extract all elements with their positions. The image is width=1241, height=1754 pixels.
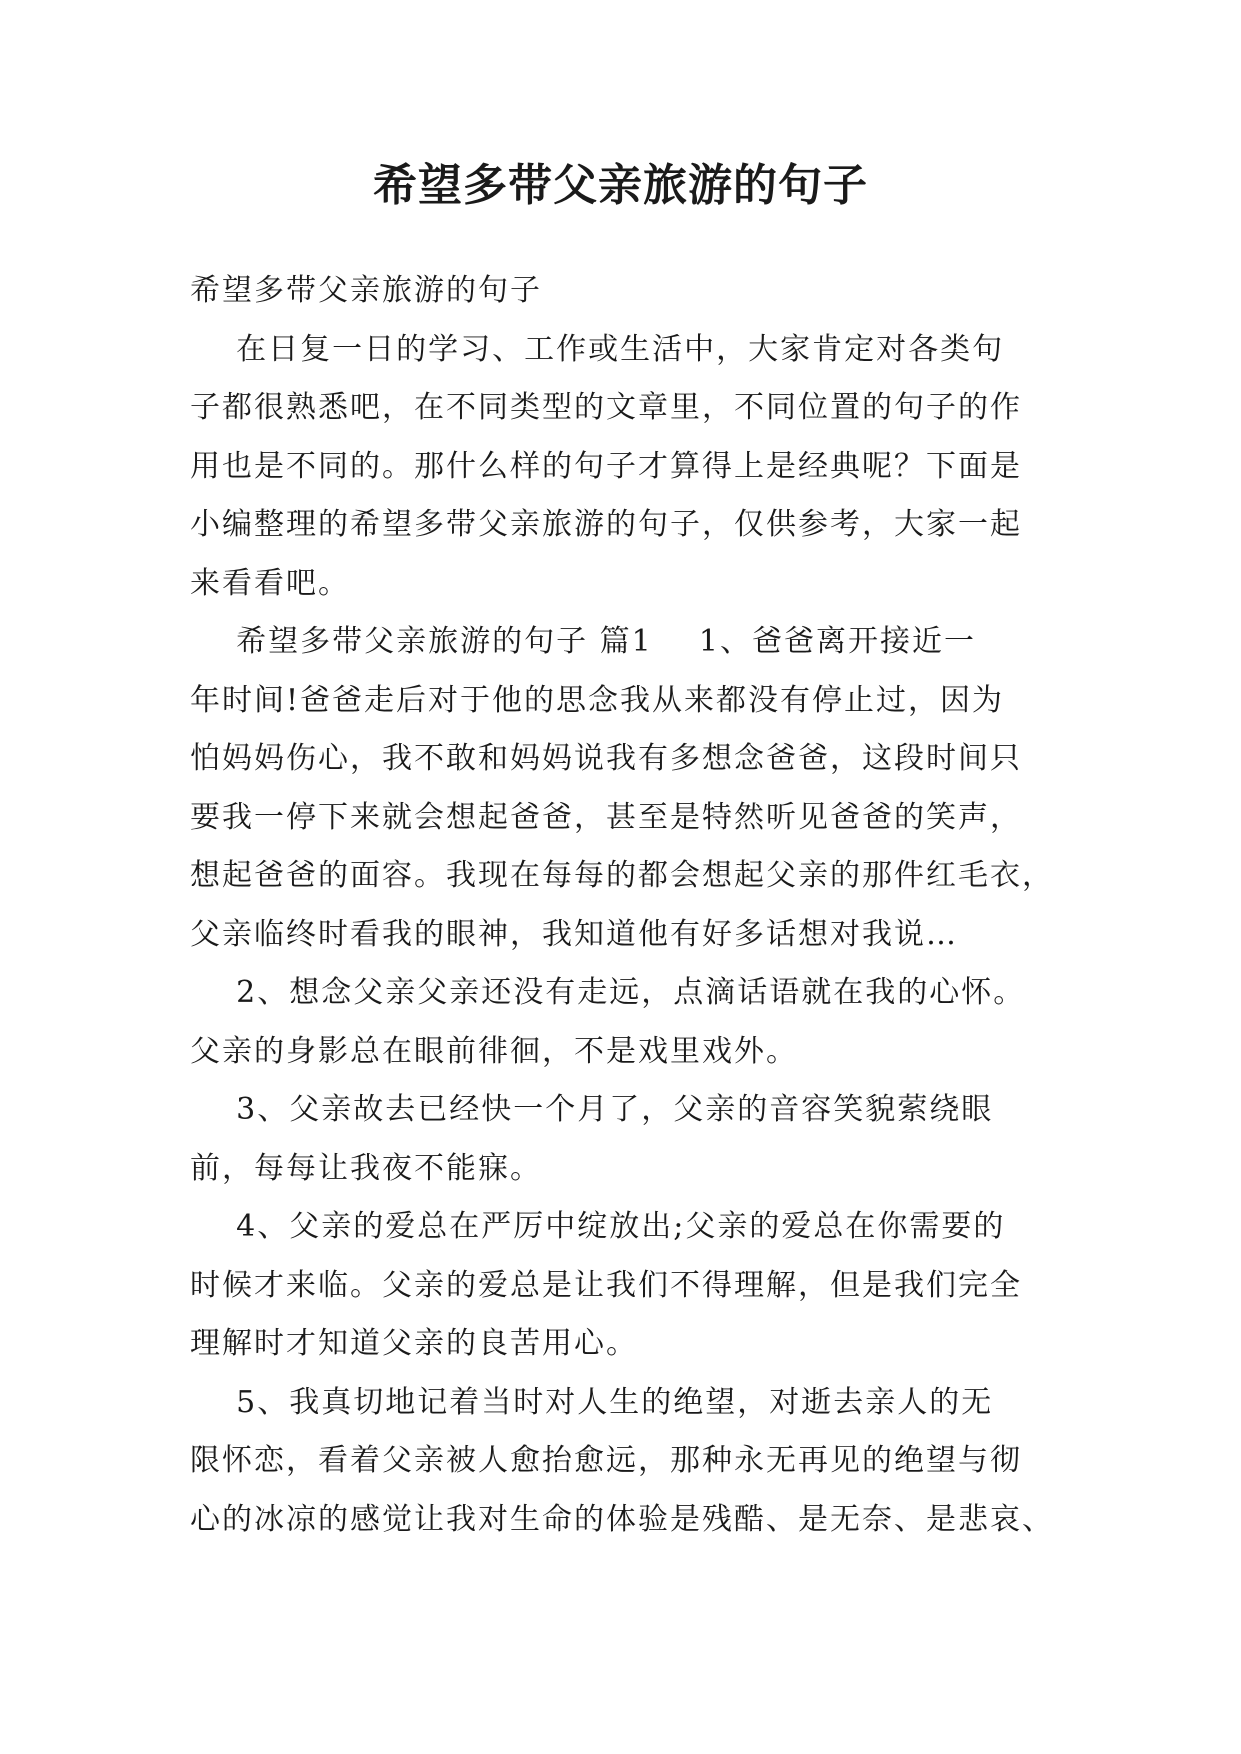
- body-line: 要我一停下来就会想起爸爸，甚至是特然听见爸爸的笑声，: [190, 799, 1022, 835]
- document-title: 希望多带父亲旅游的句子: [373, 160, 868, 211]
- body-line: 心的冰凉的感觉让我对生命的体验是残酷、是无奈、是悲哀、: [190, 1501, 1054, 1537]
- body-line: 子都很熟悉吧，在不同类型的文章里，不同位置的句子的作: [190, 390, 1022, 425]
- body-line: 限怀恋，看着父亲被人愈抬愈远，那种永无再见的绝望与彻: [190, 1443, 1022, 1478]
- body-line: 用也是不同的。那什么样的句子才算得上是经典呢？下面是: [190, 448, 1022, 484]
- body-line: 怕妈妈伤心，我不敢和妈妈说我有多想念爸爸，这段时间只: [190, 741, 1022, 776]
- body-line: 4、父亲的爱总在严厉中绽放出;父亲的爱总在你需要的: [190, 1209, 1006, 1244]
- body-line: 希望多带父亲旅游的句子 篇1 1、爸爸离开接近一: [190, 624, 976, 659]
- body-line: 3、父亲故去已经快一个月了，父亲的音容笑貌萦绕眼: [190, 1092, 994, 1127]
- body-line: 父亲临终时看我的眼神，我知道他有好多话想对我说…: [190, 916, 958, 952]
- body-line: 前，每每让我夜不能寐。: [190, 1150, 542, 1186]
- body-line: 小编整理的希望多带父亲旅游的句子，仅供参考，大家一起: [190, 507, 1022, 542]
- body-line: 理解时才知道父亲的良苦用心。: [190, 1326, 638, 1361]
- body-line: 5、我真切地记着当时对人生的绝望，对逝去亲人的无: [190, 1384, 994, 1420]
- body-line: 时候才来临。父亲的爱总是让我们不得理解，但是我们完全: [190, 1267, 1022, 1303]
- document-body: [190, 262, 1070, 1549]
- body-line: 希望多带父亲旅游的句子: [190, 273, 542, 308]
- body-line: 父亲的身影总在眼前徘徊，不是戏里戏外。: [190, 1033, 798, 1069]
- body-line: 来看看吧。: [190, 565, 350, 601]
- body-line: 2、想念父亲父亲还没有走远，点滴话语就在我的心怀。: [190, 975, 1026, 1010]
- body-line: 在日复一日的学习、工作或生活中，大家肯定对各类句: [190, 331, 1005, 367]
- body-line: 想起爸爸的面容。我现在每每的都会想起父亲的那件红毛衣，: [190, 858, 1054, 893]
- body-line: 年时间!爸爸走后对于他的思念我从来都没有停止过，因为: [190, 682, 1005, 718]
